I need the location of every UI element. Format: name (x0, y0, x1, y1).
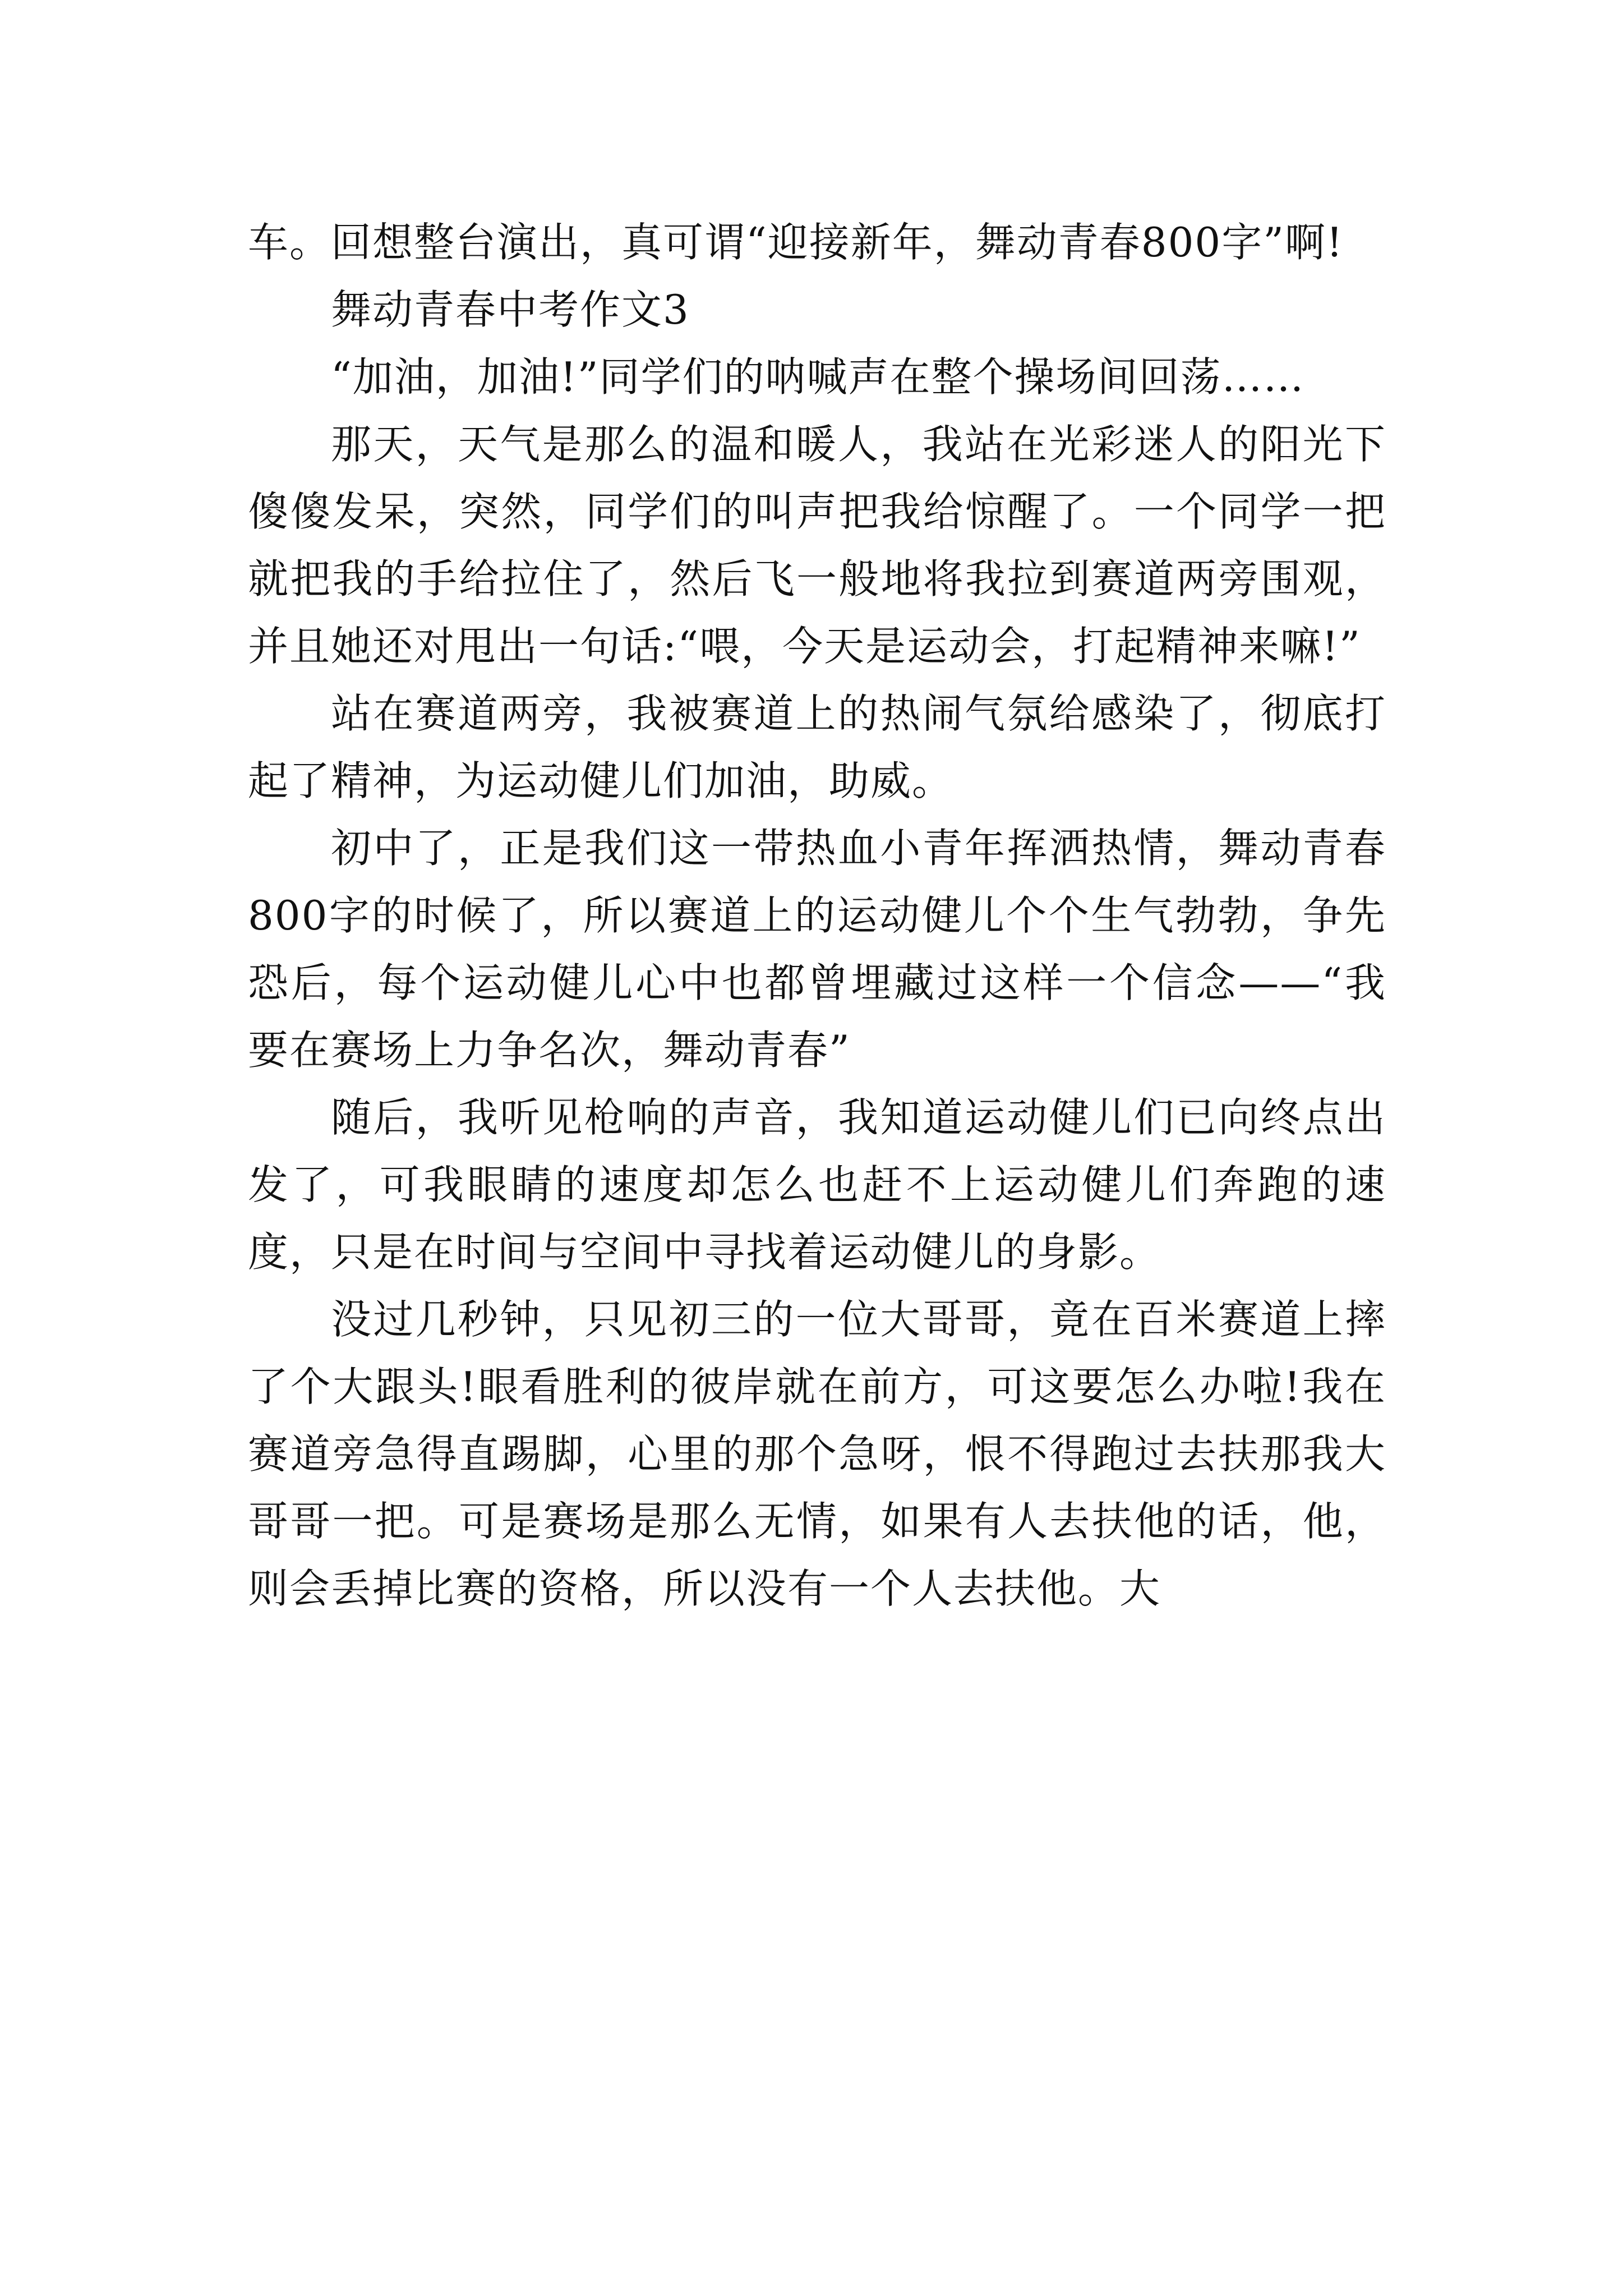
section-heading: 舞动青春中考作文3 (331, 286, 690, 333)
paragraph-gunshot: 随后，我听见枪响的声音，我知道运动健儿们已向终点出发了，可我眼睛的速度却怎么也赶不上运动健儿们奔跑的速度，只是在时间与空间中寻找着运动健儿的身影。 (248, 1094, 1386, 1276)
paragraph-cheering: “加油，加油!”同学们的呐喊声在整个操场间回荡…… (331, 353, 1305, 401)
paragraph-middle-school: 初中了，正是我们这一带热血小青年挥洒热情，舞动青春800字的时候了，所以赛道上的运动健儿个个生气勃勃，争先恐后，每个运动健儿心中也都曾埋藏过这样一个信念——“我要在赛场上力争名次，舞动青春” (248, 825, 1386, 1074)
paragraph-fall: 没过几秒钟，只见初三的一位大哥哥，竟在百米赛道上摔了个大跟头!眼看胜利的彼岸就在前方，可这要怎么办啦!我在赛道旁急得直踢脚，心里的那个急呀，恨不得跑过去扶那我大哥哥一把。可是赛场是那么无情，如果有人去扶他的话，他，则会丢掉比赛的资格，所以没有一个人去扶他。大 (248, 1296, 1386, 1612)
document-body (248, 209, 1386, 1622)
paragraph-that-day: 那天，天气是那么的温和暖人，我站在光彩迷人的阳光下傻傻发呆，突然，同学们的叫声把我给惊醒了。一个同学一把就把我的手给拉住了，然后飞一般地将我拉到赛道两旁围观，并且她还对甩出一句话:“喂，今天是运动会，打起精神来嘛!” (248, 421, 1386, 670)
paragraph-track-side: 站在赛道两旁，我被赛道上的热闹气氛给感染了，彻底打起了精神，为运动健儿们加油，助威。 (248, 690, 1386, 804)
paragraph-continuation: 车。回想整台演出，真可谓“迎接新年，舞动青春800字”啊! (248, 219, 1344, 266)
